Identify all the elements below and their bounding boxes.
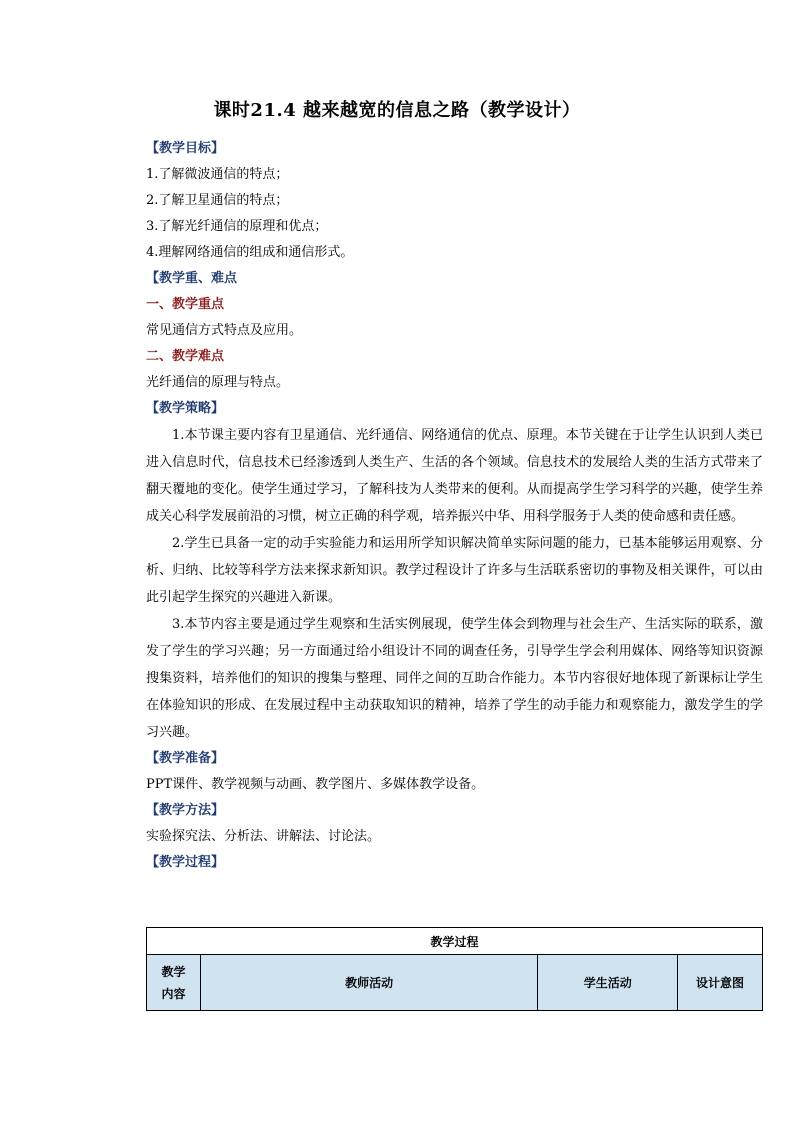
document-title: 课时21.4 越来越宽的信息之路（教学设计） [213,100,581,121]
objective-item: 3.了解光纤通信的原理和优点； [146,219,328,234]
process-table-header-row [147,955,763,1011]
key-points-heading: 【教学重、难点 [146,271,238,286]
col-student-activity: 学生活动 [538,955,678,1011]
strategy-heading: 【教学策略】 [146,401,225,416]
objective-item: 4.理解网络通信的组成和通信形式。 [146,245,354,260]
process-heading: 【教学过程】 [146,855,225,870]
objective-item: 2.了解卫星通信的特点； [146,193,289,208]
objective-item: 1.了解微波通信的特点； [146,167,289,182]
col-design-intent: 设计意图 [678,955,763,1011]
document-body [146,136,763,876]
strategy-paragraph: 3.本节内容主要是通过学生观察和生活实例展现，使学生体会到物理与社会生产、生活实际的联系，激发了学生的学习兴趣；另一方面通过给小组设计不同的调查任务，引导学生学会利用媒体、网络等知识资源搜集资料，培养他们的知识的搜集与整理、同伴之间的互助合作能力。本节内容很好地体现了新课标让学生在体验知识的形成、在发展过程中主动获取知识的精神，培养了学生的动手能力和观察能力，激发学生的学习兴趣。 [146,617,763,740]
difficult-point-label: 二、教学难点 [146,349,225,364]
col-teaching-content-line1: 教学 [161,964,186,979]
col-teaching-content-line2: 内容 [161,986,186,1001]
key-point-text: 常见通信方式特点及应用。 [146,323,303,338]
difficult-point-text: 光纤通信的原理与特点。 [146,375,290,390]
methods-text: 实验探究法、分析法、讲解法、讨论法。 [146,829,381,844]
process-table-caption-row [147,928,763,955]
strategy-paragraph: 1.本节课主要内容有卫星通信、光纤通信、网络通信的优点、原理。本节关键在于让学生认识到人类已进入信息时代，信息技术已经渗透到人类生产、生活的各个领域。信息技术的发展给人类的生活方式带来了翻天覆地的变化。使学生通过学习，了解科技为人类带来的便利。从而提高学生学习科学的兴趣，使学生养成关心科学发展前沿的习惯，树立正确的科学观，培养振兴中华、用科学服务于人类的使命感和责任感。 [146,428,763,524]
col-teacher-activity: 教师活动 [200,955,537,1011]
strategy-paragraph: 2.学生已具备一定的动手实验能力和运用所学知识解决简单实际问题的能力，已基本能够运用观察、分析、归纳、比较等科学方法来探求新知识。教学过程设计了许多与生活联系密切的事物及相关课件，可以由此引起学生探究的兴趣进入新课。 [146,536,763,605]
process-table-caption: 教学过程 [147,928,763,955]
col-teaching-content [147,955,201,1011]
methods-heading: 【教学方法】 [146,803,225,818]
key-point-label: 一、教学重点 [146,297,225,312]
objectives-heading: 【教学目标】 [146,141,225,156]
preparation-heading: 【教学准备】 [146,751,225,766]
preparation-text: PPT课件、教学视频与动画、教学图片、多媒体教学设备。 [146,777,485,792]
process-table [146,927,763,1011]
